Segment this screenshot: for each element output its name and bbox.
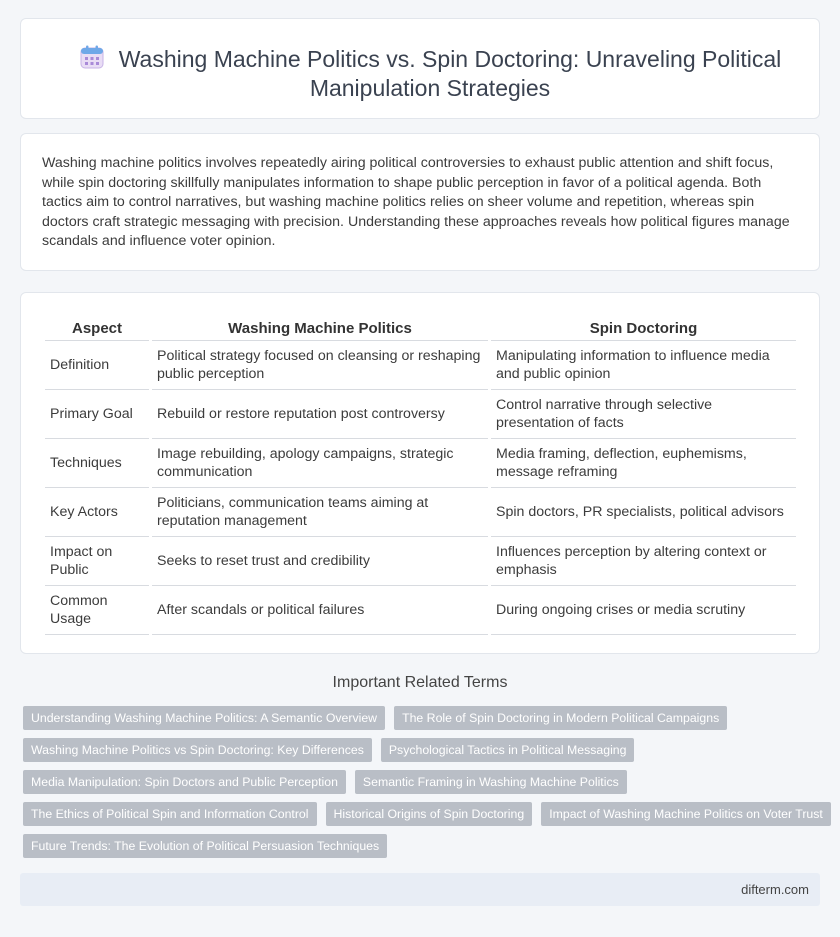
related-term-link[interactable]: Impact of Washing Machine Politics on Voter Trust (541, 802, 831, 826)
table-row (45, 586, 796, 635)
spin-doctoring-cell: During ongoing crises or media scrutiny (491, 586, 796, 635)
spin-doctoring-cell: Manipulating information to influence media and public opinion (491, 341, 796, 390)
page-title: Washing Machine Politics vs. Spin Doctoring: Unraveling Political Manipulation Strategies (118, 46, 782, 101)
title-card (20, 18, 820, 119)
aspect-cell: Primary Goal (45, 390, 149, 439)
tag-row (23, 738, 823, 770)
comparison-card (20, 292, 820, 654)
washing-machine-cell: Political strategy focused on cleansing or reshaping public perception (152, 341, 488, 390)
washing-machine-cell: Seeks to reset trust and credibility (152, 537, 488, 586)
aspect-cell: Impact on Public (45, 537, 149, 586)
table-row (45, 488, 796, 537)
header-washing-machine: Washing Machine Politics (152, 315, 488, 341)
related-terms-list (23, 706, 823, 866)
related-term-link[interactable]: Semantic Framing in Washing Machine Politics (355, 770, 627, 794)
spin-doctoring-cell: Spin doctors, PR specialists, political advisors (491, 488, 796, 537)
intro-card (20, 133, 820, 271)
washing-machine-cell: Rebuild or restore reputation post controversy (152, 390, 488, 439)
table-row (45, 537, 796, 586)
table-row (45, 439, 796, 488)
related-term-link[interactable]: Washing Machine Politics vs Spin Doctoring: Key Differences (23, 738, 372, 762)
spin-doctoring-cell: Media framing, deflection, euphemisms, message reframing (491, 439, 796, 488)
tag-row (23, 802, 823, 834)
washing-machine-cell: Image rebuilding, apology campaigns, strategic communication (152, 439, 488, 488)
related-term-link[interactable]: Psychological Tactics in Political Messaging (381, 738, 635, 762)
aspect-cell: Common Usage (45, 586, 149, 635)
related-terms-heading: Important Related Terms (332, 674, 508, 691)
tag-row (23, 770, 823, 802)
tag-row (23, 834, 823, 866)
table-row (45, 341, 796, 390)
page-title-wrap (61, 44, 799, 103)
spin-doctoring-cell: Influences perception by altering context or emphasis (491, 537, 796, 586)
table-row (45, 390, 796, 439)
washing-machine-cell: Politicians, communication teams aiming at reputation management (152, 488, 488, 537)
aspect-cell: Key Actors (45, 488, 149, 537)
aspect-cell: Techniques (45, 439, 149, 488)
related-term-link[interactable]: Historical Origins of Spin Doctoring (326, 802, 533, 826)
intro-paragraph: Washing machine politics involves repeatedly airing political controversies to exhaust public attention and shift focus, while spin doctoring skillfully manipulates information to shape public perception in favor of a political agenda. Both tactics aim to control narratives, but washing machine politics relies on sheer volume and repetition, whereas spin doctors craft strategic messaging with precision. Understanding these approaches reveals how political figures manage scandals and influence voter opinion. (42, 155, 790, 249)
header-spin-doctoring: Spin Doctoring (491, 315, 796, 341)
footer (20, 873, 820, 906)
spin-doctoring-cell: Control narrative through selective presentation of facts (491, 390, 796, 439)
related-term-link[interactable]: The Role of Spin Doctoring in Modern Political Campaigns (394, 706, 727, 730)
comparison-table (42, 315, 799, 635)
calendar-icon (79, 44, 105, 70)
related-term-link[interactable]: Understanding Washing Machine Politics: A Semantic Overview (23, 706, 385, 730)
washing-machine-cell: After scandals or political failures (152, 586, 488, 635)
related-term-link[interactable]: Media Manipulation: Spin Doctors and Public Perception (23, 770, 346, 794)
header-aspect: Aspect (45, 315, 149, 341)
tag-row (23, 706, 823, 738)
aspect-cell: Definition (45, 341, 149, 390)
related-term-link[interactable]: Future Trends: The Evolution of Political Persuasion Techniques (23, 834, 387, 858)
related-term-link[interactable]: The Ethics of Political Spin and Information Control (23, 802, 317, 826)
footer-site-link[interactable]: difterm.com (741, 882, 809, 897)
table-header-row (45, 315, 796, 341)
